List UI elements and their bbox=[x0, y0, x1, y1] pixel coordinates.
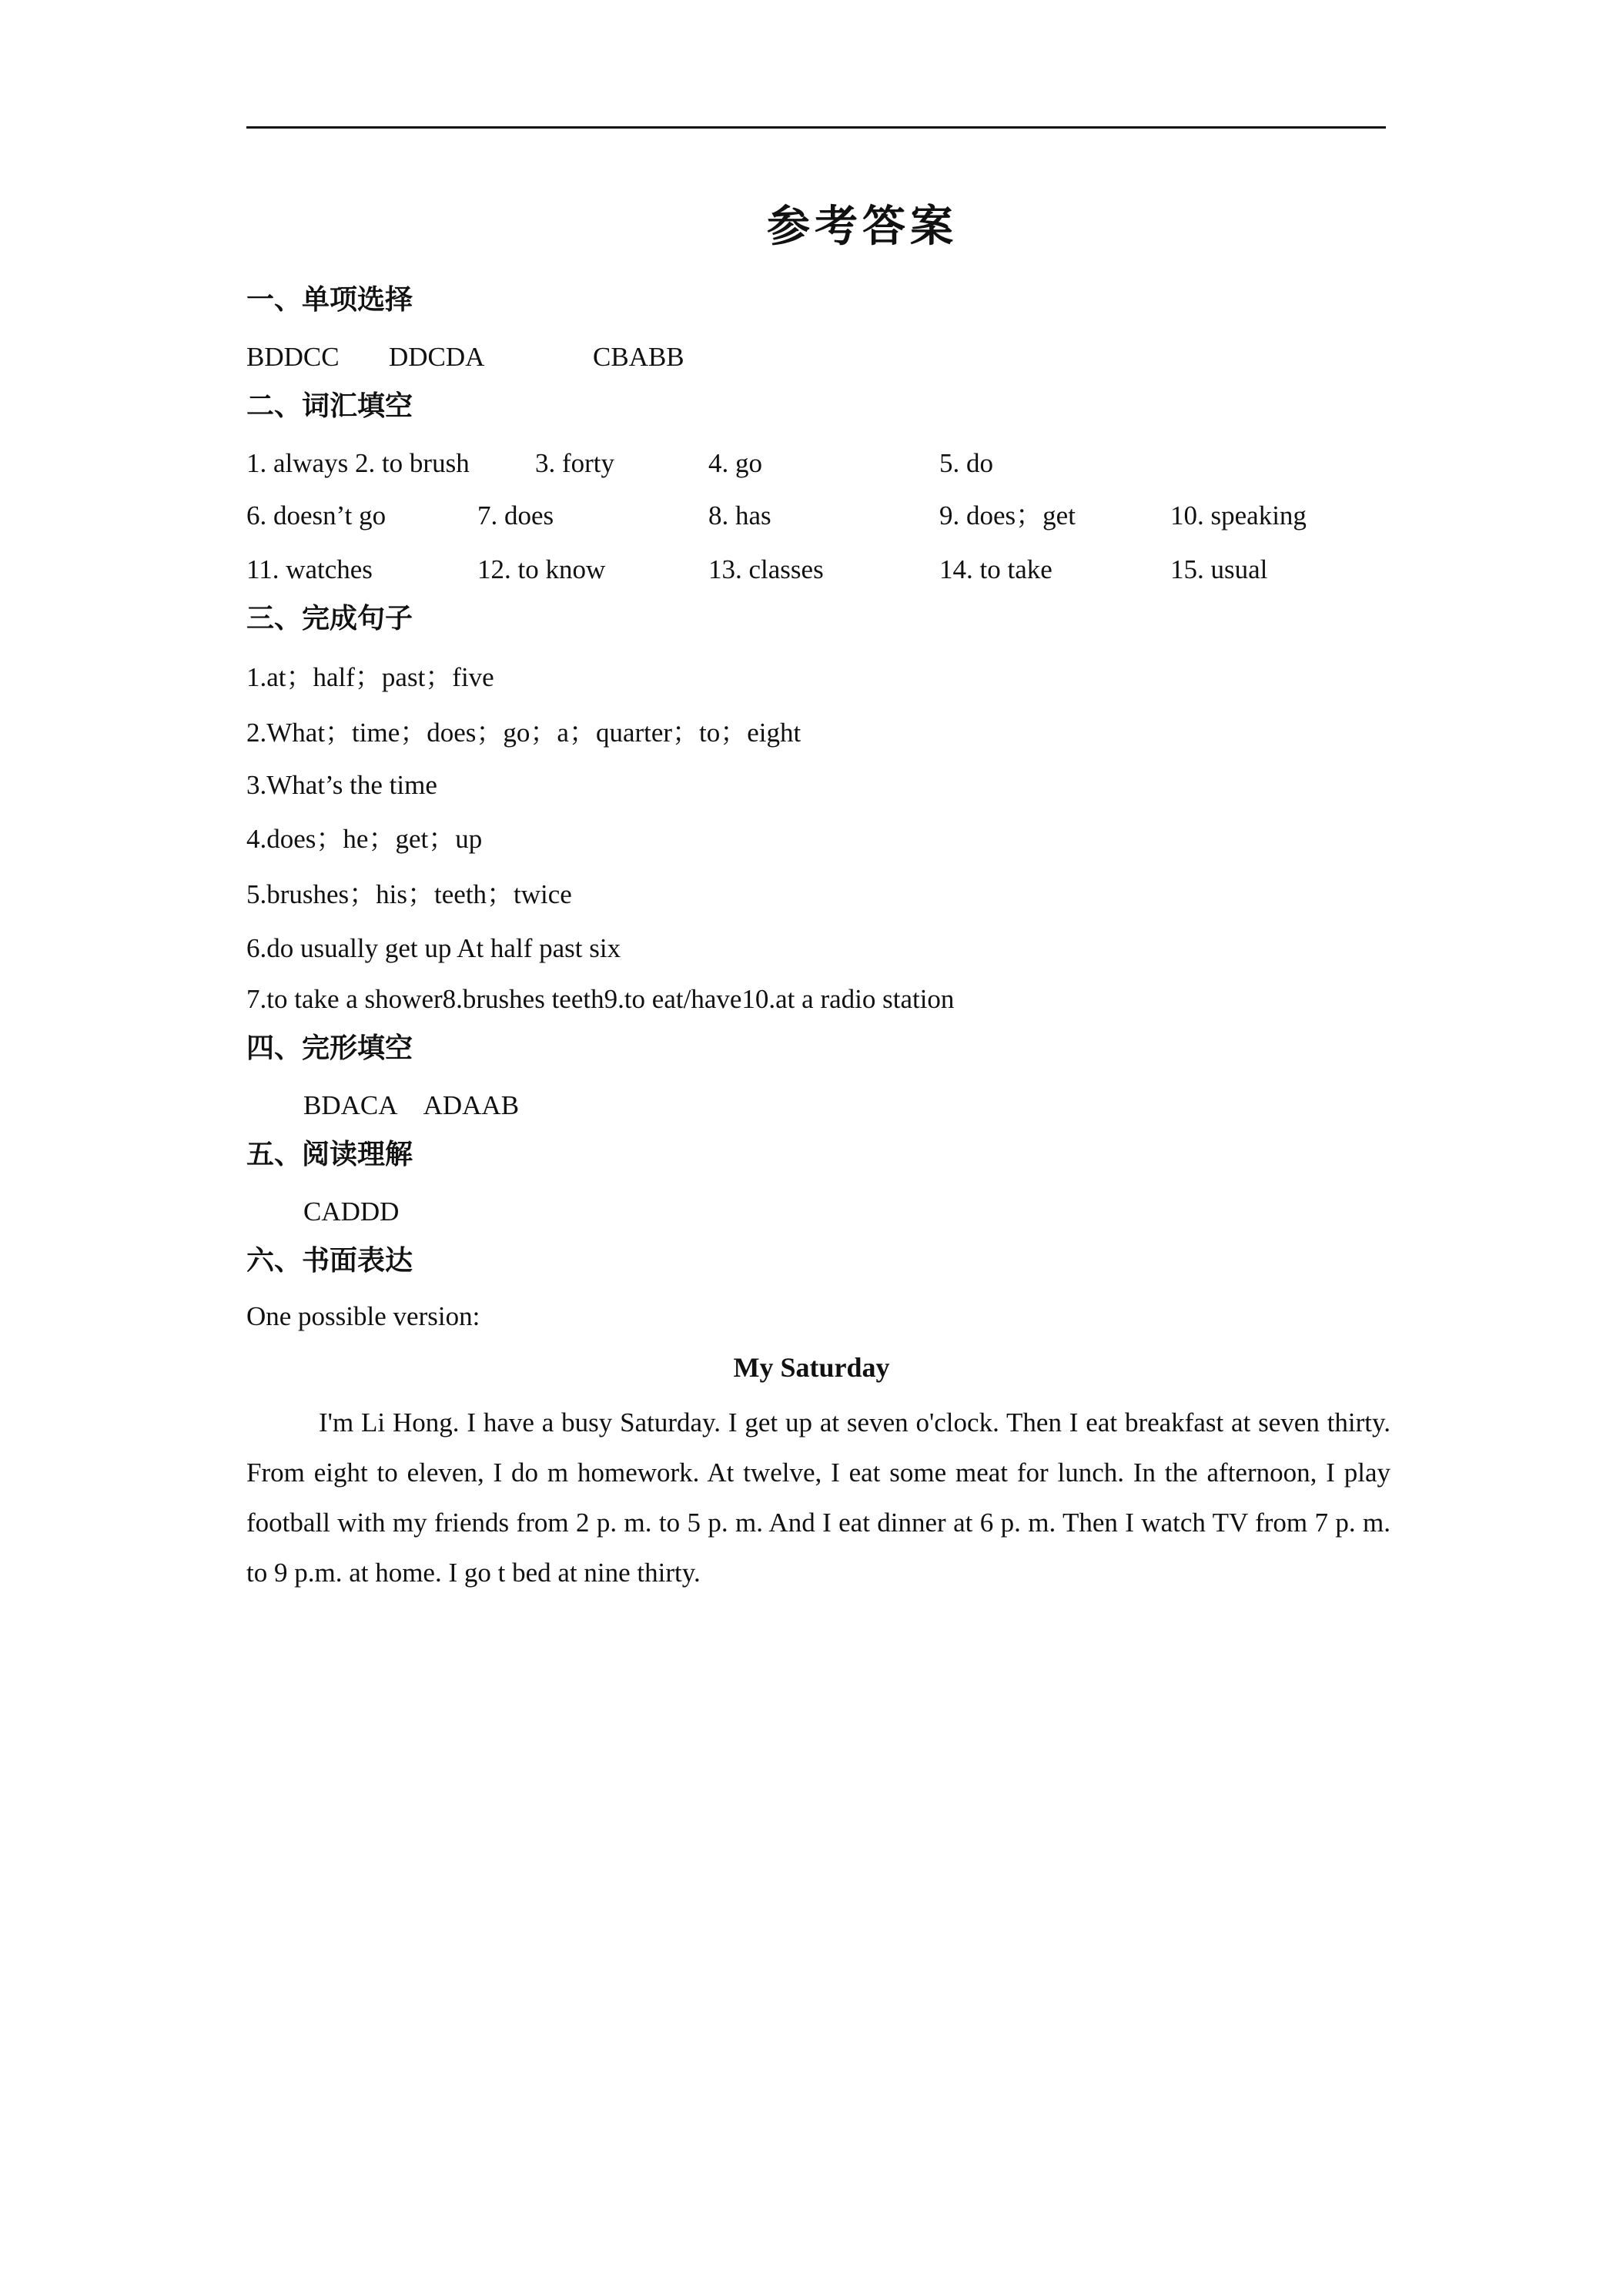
vocabulary-answer: 4. go bbox=[708, 448, 762, 478]
vocabulary-answer: 3. forty bbox=[535, 448, 615, 478]
section-heading-reading: 五、阅读理解 bbox=[246, 1139, 413, 1170]
sentence-answer: 3.What’s the time bbox=[246, 770, 437, 800]
writing-intro: One possible version: bbox=[246, 1301, 480, 1331]
vocabulary-row bbox=[246, 502, 1386, 533]
sentence-answer: 4.does；he；get；up bbox=[246, 824, 483, 854]
sentence-answer: 1.at；half；past；five bbox=[246, 662, 494, 692]
reading-answers: CADDD bbox=[303, 1197, 400, 1227]
section-heading-cloze: 四、完形填空 bbox=[246, 1033, 413, 1064]
sentence-answer: 2.What；time；does；go；a；quarter；to；eight bbox=[246, 718, 801, 748]
vocabulary-answer: 13. classes bbox=[708, 554, 824, 584]
section-heading-writing: 六、书面表达 bbox=[246, 1245, 413, 1277]
vocabulary-row bbox=[246, 450, 1386, 480]
sentence-answer: 6.do usually get up At half past six bbox=[246, 933, 621, 963]
page-title: 参考答案 bbox=[767, 202, 958, 252]
section-heading-sentence-completion: 三、完成句子 bbox=[246, 603, 413, 634]
answer-group: DDCDA bbox=[389, 342, 485, 372]
section-heading-single-choice: 一、单项选择 bbox=[246, 284, 413, 316]
header-rule bbox=[246, 126, 1386, 129]
vocabulary-answer: 7. does bbox=[477, 500, 554, 530]
answer-group: CBABB bbox=[593, 342, 684, 372]
vocabulary-answer: 9. does；get bbox=[939, 500, 1076, 530]
vocabulary-answer: 1. always 2. to brush bbox=[246, 448, 470, 478]
single-choice-answers bbox=[246, 343, 1386, 374]
vocabulary-answer: 6. doesn’t go bbox=[246, 500, 387, 530]
vocabulary-row bbox=[246, 556, 1386, 587]
answer-group: BDDCC bbox=[246, 342, 340, 372]
sentence-answer: 7.to take a shower8.brushes teeth9.to eat/have10.at a radio station bbox=[246, 984, 955, 1014]
vocabulary-answer: 14. to take bbox=[939, 554, 1052, 584]
vocabulary-answer: 5. do bbox=[939, 448, 993, 478]
section-heading-vocabulary: 二、词汇填空 bbox=[246, 390, 413, 422]
vocabulary-answer: 10. speaking bbox=[1170, 500, 1307, 530]
vocabulary-answer: 8. has bbox=[708, 500, 771, 530]
essay-title: My Saturday bbox=[733, 1352, 890, 1383]
cloze-answers: BDACA ADAAB bbox=[303, 1090, 520, 1120]
vocabulary-answer: 11. watches bbox=[246, 554, 373, 584]
essay-body: I'm Li Hong. I have a busy Saturday. I get up at seven o'clock. Then I eat breakfast at seven thirty. From eight to eleven, I do m homework. At twelve, I eat some meat for lunch. In the afternoon, I play football with my friends from 2 p. m. to 5 p. m. And I eat dinner at 6 p. m. Then I watch TV from 7 p. m. to 9 p.m. at home. I go t bed at nine thirty. bbox=[246, 1407, 1390, 1588]
sentence-answer: 5.brushes；his；teeth；twice bbox=[246, 879, 572, 909]
vocabulary-answer: 15. usual bbox=[1170, 554, 1268, 584]
vocabulary-answer: 12. to know bbox=[477, 554, 606, 584]
